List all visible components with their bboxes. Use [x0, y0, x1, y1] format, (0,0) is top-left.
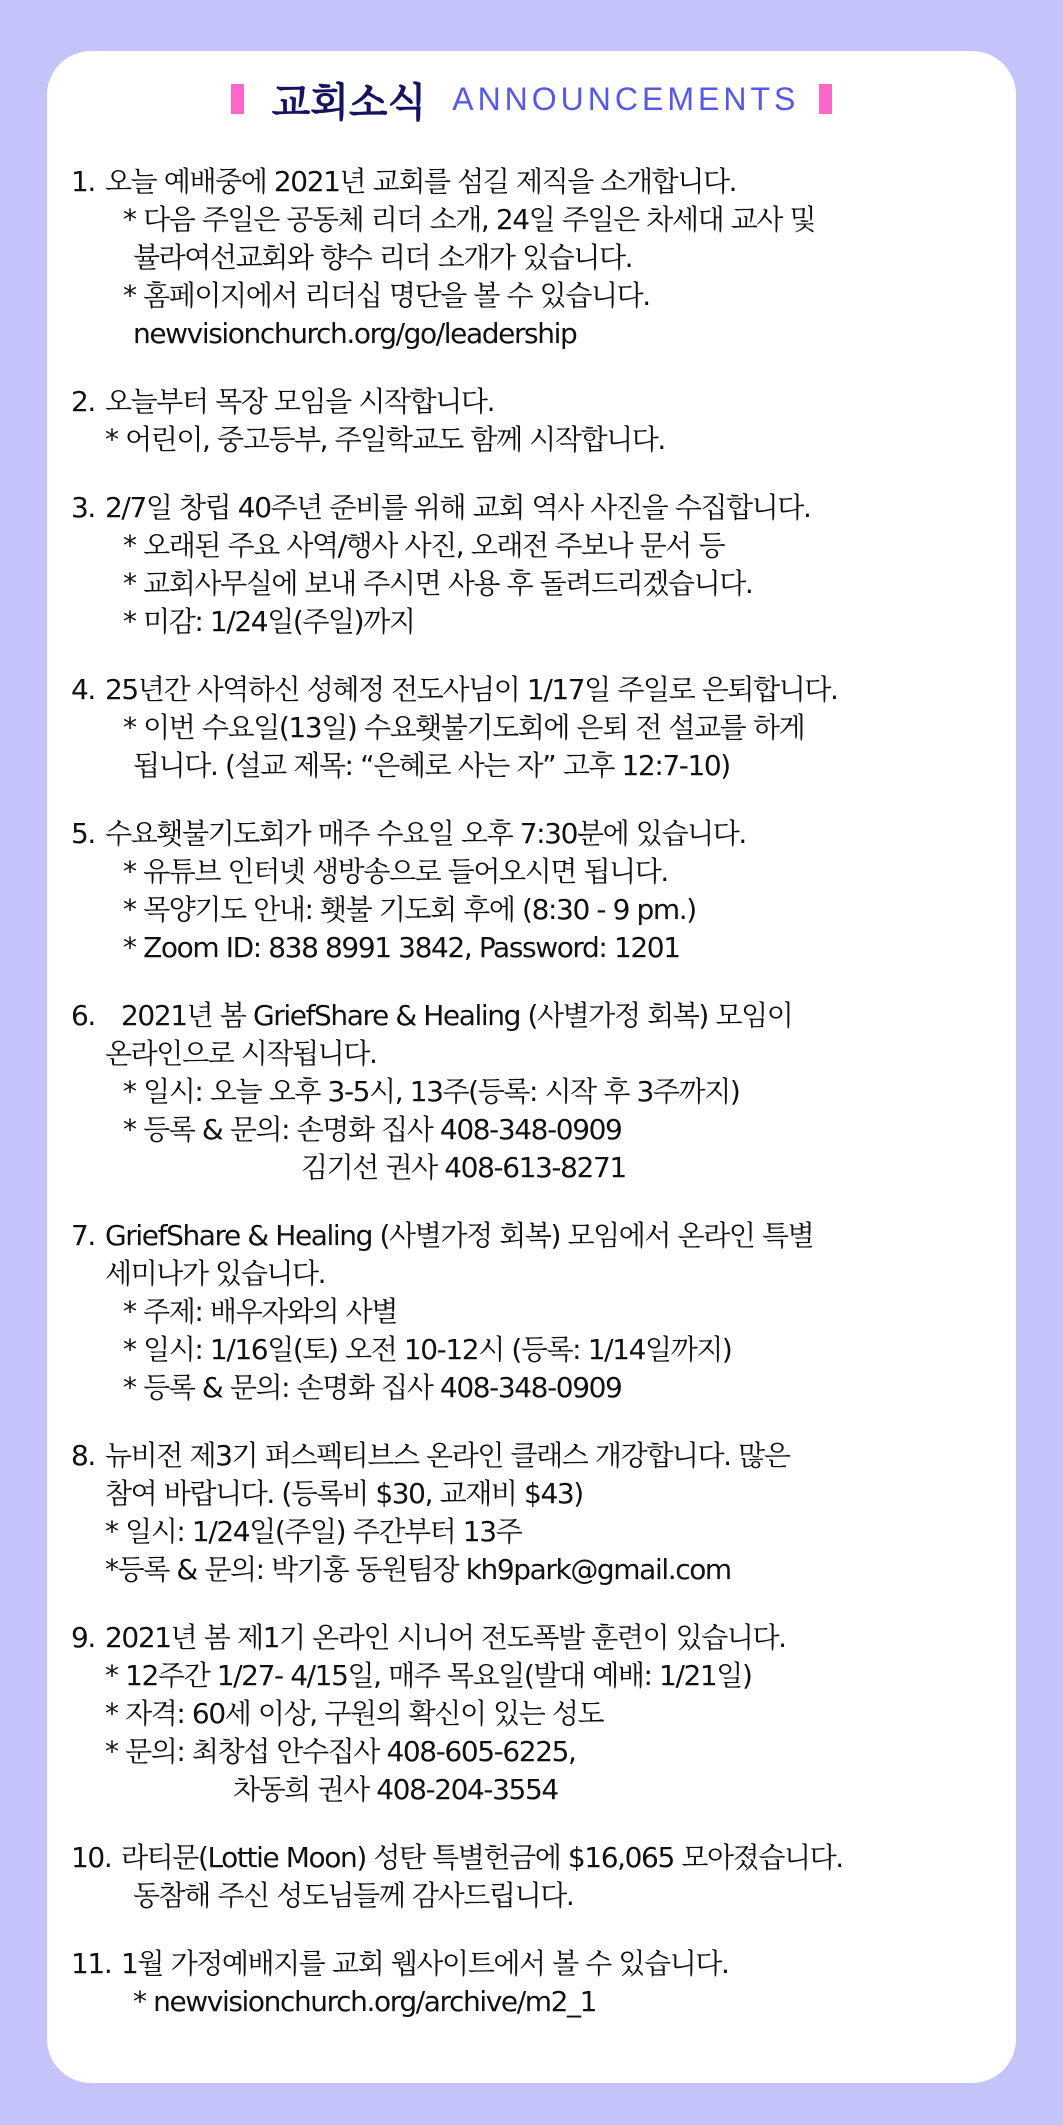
- item-detail: 됩니다. (설교 제목: “은혜로 사는 자” 고후 12:7-10): [133, 749, 730, 782]
- item-number: 6.: [71, 999, 95, 1032]
- item-headline: 2/7일 창립 40주년 준비를 위해 교회 역사 사진을 수집합니다.: [105, 491, 811, 524]
- announcement-item: [71, 1217, 1001, 1407]
- announcement-item: [71, 1945, 1001, 2021]
- item-detail: * 홈페이지에서 리더십 명단을 볼 수 있습니다.: [123, 279, 650, 312]
- announcement-item: [71, 383, 1001, 459]
- item-number: 3.: [71, 491, 95, 524]
- item-headline: 1월 가정예배지를 교회 웹사이트에서 볼 수 있습니다.: [121, 1947, 729, 1980]
- item-headline: 뉴비전 제3기 퍼스펙티브스 온라인 클래스 개강합니다. 많은: [105, 1439, 790, 1472]
- item-detail: * 일시: 오늘 오후 3-5시, 13주(등록: 시작 후 3주까지): [123, 1075, 740, 1108]
- item-detail: 온라인으로 시작됩니다.: [105, 1037, 377, 1070]
- item-number: 1.: [71, 165, 95, 198]
- item-detail: * 12주간 1/27- 4/15일, 매주 목요일(발대 예배: 1/21일): [105, 1659, 752, 1692]
- item-number: 11.: [71, 1947, 112, 1980]
- item-detail: * 등록 & 문의: 손명화 집사 408-348-0909: [123, 1371, 622, 1404]
- header: [47, 71, 1016, 127]
- item-detail: * 미감: 1/24일(주일)까지: [123, 605, 415, 638]
- announcement-card: [47, 51, 1016, 2083]
- leadership-link[interactable]: newvisionchurch.org/go/leadership: [133, 317, 577, 350]
- archive-link[interactable]: * newvisionchurch.org/archive/m2_1: [133, 1985, 597, 2018]
- item-detail: * 목양기도 안내: 횃불 기도회 후에 (8:30 - 9 pm.): [123, 893, 696, 926]
- item-headline: 수요횃불기도회가 매주 수요일 오후 7:30분에 있습니다.: [105, 817, 746, 850]
- item-detail: * 문의: 최창섭 안수집사 408-605-6225,: [105, 1735, 576, 1768]
- item-detail: * Zoom ID: 838 8991 3842, Password: 1201: [123, 931, 680, 964]
- item-detail: * 오래된 주요 사역/행사 사진, 오래전 주보나 문서 등: [123, 529, 725, 562]
- contact-email: *등록 & 문의: 박기홍 동원팀장 kh9park@gmail.com: [105, 1553, 731, 1586]
- announcement-item: [71, 163, 1001, 353]
- item-number: 8.: [71, 1439, 95, 1472]
- announcement-item: [71, 671, 1001, 785]
- item-detail: * 교회사무실에 보내 주시면 사용 후 돌려드리겠습니다.: [123, 567, 753, 600]
- item-detail: * 다음 주일은 공동체 리더 소개, 24일 주일은 차세대 교사 및: [123, 203, 816, 236]
- item-headline: 라티문(Lottie Moon) 성탄 특별헌금에 $16,065 모아졌습니다.: [121, 1841, 843, 1874]
- item-number: 10.: [71, 1841, 112, 1874]
- item-headline: 오늘 예배중에 2021년 교회를 섬길 제직을 소개합니다.: [105, 165, 737, 198]
- announcement-item: [71, 1437, 1001, 1589]
- item-detail: * 유튜브 인터넷 생방송으로 들어오시면 됩니다.: [123, 855, 668, 888]
- announcement-item: [71, 1619, 1001, 1809]
- item-detail: * 일시: 1/24일(주일) 주간부터 13주: [105, 1515, 522, 1548]
- announcement-item: [71, 997, 1001, 1187]
- announcement-item: [71, 489, 1001, 641]
- item-number: 7.: [71, 1219, 95, 1252]
- item-number: 4.: [71, 673, 95, 706]
- item-detail: * 자격: 60세 이상, 구원의 확신이 있는 성도: [105, 1697, 604, 1730]
- item-detail: 동참해 주신 성도님들께 감사드립니다.: [133, 1879, 574, 1912]
- item-headline: 2021년 봄 제1기 온라인 시니어 전도폭발 훈련이 있습니다.: [105, 1621, 786, 1654]
- item-detail: * 주제: 배우자와의 사별: [123, 1295, 397, 1328]
- item-detail: * 일시: 1/16일(토) 오전 10-12시 (등록: 1/14일까지): [123, 1333, 732, 1366]
- item-number: 9.: [71, 1621, 95, 1654]
- item-detail: 뷸라여선교회와 향수 리더 소개가 있습니다.: [133, 241, 633, 274]
- item-detail: 참여 바랍니다. (등록비 $30, 교재비 $43): [105, 1477, 583, 1510]
- item-detail: 차동희 권사 408-204-3554: [233, 1773, 558, 1806]
- item-headline: 25년간 사역하신 성혜정 전도사님이 1/17일 주일로 은퇴합니다.: [105, 673, 838, 706]
- item-detail: 김기선 권사 408-613-8271: [301, 1151, 626, 1184]
- item-detail: * 등록 & 문의: 손명화 집사 408-348-0909: [123, 1113, 622, 1146]
- left-accent-bar: [231, 84, 244, 114]
- right-accent-bar: [819, 84, 832, 114]
- item-detail: * 어린이, 중고등부, 주일학교도 함께 시작합니다.: [105, 423, 665, 456]
- item-detail: 세미나가 있습니다.: [105, 1257, 326, 1290]
- announcement-list: [71, 163, 1001, 2051]
- item-headline: 2021년 봄 GriefShare & Healing (사별가정 회복) 모임이: [121, 999, 793, 1032]
- item-headline: GriefShare & Healing (사별가정 회복) 모임에서 온라인 특별: [105, 1219, 814, 1252]
- announcement-item: [71, 815, 1001, 967]
- announcement-item: [71, 1839, 1001, 1915]
- item-detail: * 이번 수요일(13일) 수요횃불기도회에 은퇴 전 설교를 하게: [123, 711, 805, 744]
- item-number: 2.: [71, 385, 95, 418]
- title-english: ANNOUNCEMENTS: [452, 80, 800, 117]
- item-number: 5.: [71, 817, 95, 850]
- title-korean: 교회소식: [271, 78, 427, 126]
- item-headline: 오늘부터 목장 모임을 시작합니다.: [105, 385, 495, 418]
